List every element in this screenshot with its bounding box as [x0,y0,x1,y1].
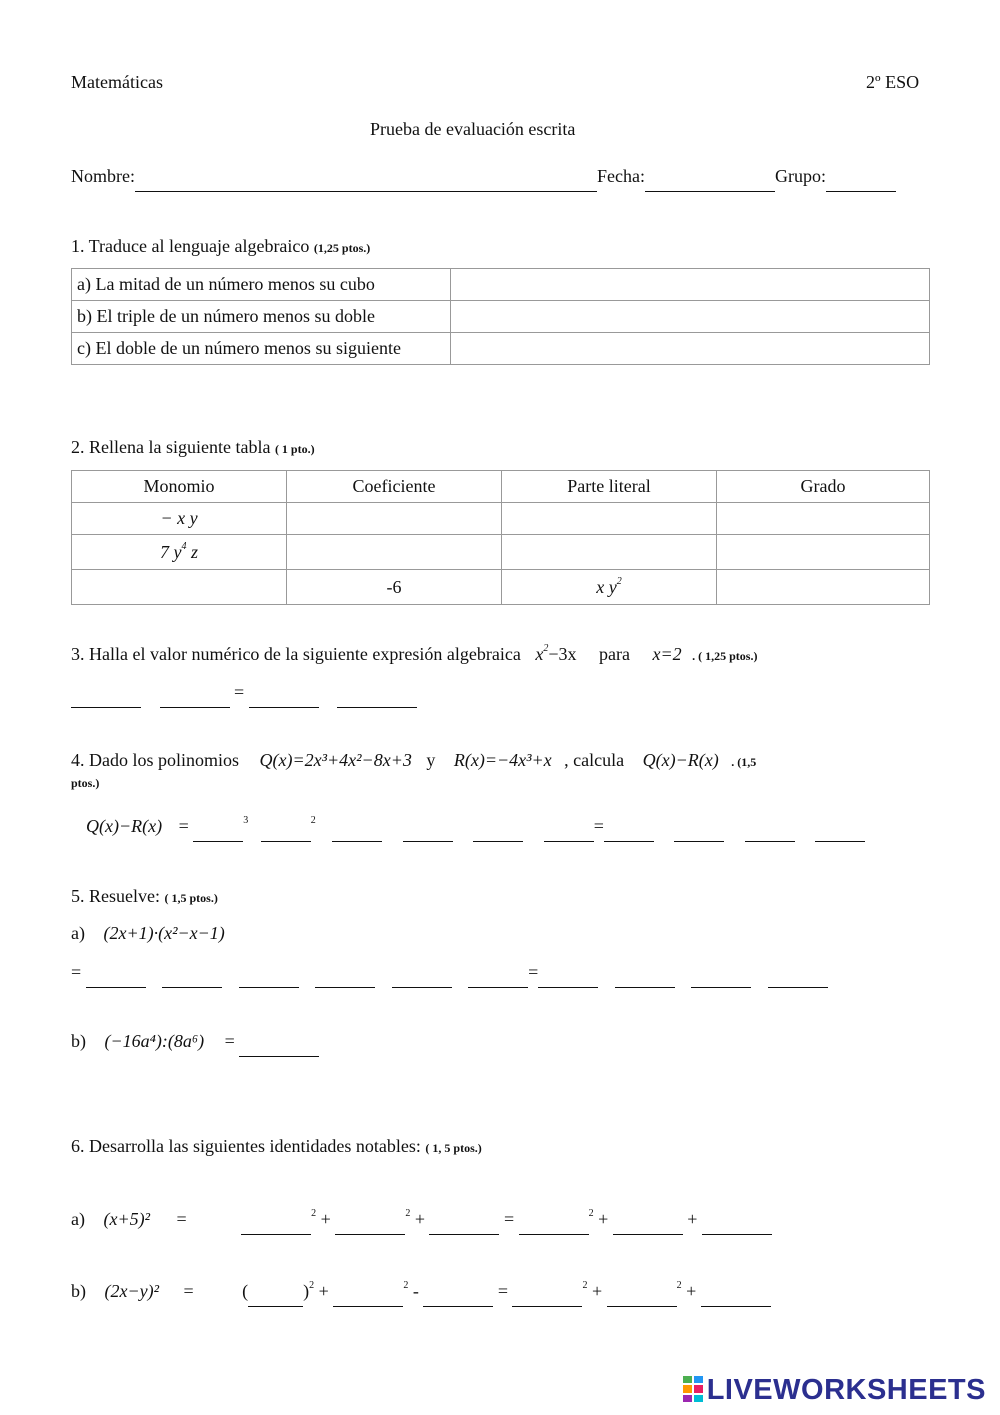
q5a-blank-7[interactable] [538,969,598,988]
q2-heading-text: 2. Rellena la siguiente tabla [71,437,271,457]
q2-row2-tail: z [190,541,198,562]
q5a-blank-1[interactable] [86,969,146,988]
q3-answer-line [71,682,417,708]
q6b-minus: - [412,1281,419,1301]
q5a-blank-6[interactable] [468,969,528,988]
q5b-label: b) [71,1031,86,1051]
q2-row3-monomial-input[interactable] [77,572,285,602]
q5a-blank-10[interactable] [768,969,828,988]
q2-table [71,470,930,605]
q5a-row [71,923,225,944]
q1-table [71,268,930,365]
q2-col-coeficiente: Coeficiente [287,471,502,503]
q3-equals: = [234,682,245,702]
q2-row3-coef: -6 [287,570,502,605]
q2-row2-coef-input[interactable] [292,537,500,567]
q2-heading [71,437,315,458]
q1-points: (1,25 ptos.) [313,241,371,255]
table-row [72,301,930,333]
q2-row3-grade-cell [717,570,930,605]
q2-row1-coef-cell [287,503,502,535]
q4-blank-6[interactable] [544,823,594,842]
q5a-expression: (2x+1)·(x²−x−1) [103,923,225,943]
q4-line-lhs: Q(x)−R(x) [86,816,163,836]
q4-blank-1[interactable] [193,823,243,842]
q6a-expression: (x+5)² [103,1209,151,1229]
q2-row2-exp: 4 [181,540,187,552]
q4-blank-3[interactable] [332,823,382,842]
q6b-blank-1[interactable] [248,1288,303,1307]
q5a-label: a) [71,923,85,943]
date-field[interactable] [645,173,775,192]
subject-label: Matemáticas [71,72,163,92]
q4-blank-4[interactable] [403,823,453,842]
q2-row3-literal-base: x y [596,576,617,597]
q2-row1-literal-input[interactable] [507,504,715,534]
q3-value: x=2 [652,644,682,664]
q1-heading-text: 1. Traduce al lenguaje algebraico [71,236,310,256]
q5a-blank-8[interactable] [615,969,675,988]
q2-points: ( 1 pto.) [274,442,315,456]
q4-points-a: . (1,5 [731,755,757,769]
q6b-sq-1: 2 [309,1280,315,1291]
table-row [72,570,930,605]
q3-blank-4[interactable] [337,689,417,708]
q6a-blank-2[interactable] [335,1216,405,1235]
q6b-blank-3[interactable] [423,1288,493,1307]
q1-row-b-label: b) El triple de un número menos su doble [72,301,451,333]
q6b-blank-6[interactable] [701,1288,771,1307]
q6a-blank-4[interactable] [519,1216,589,1235]
q4-exp-3: 3 [243,815,249,826]
table-header-row [72,471,930,503]
q4-equals-1: = [178,816,189,836]
q4-heading-text: 4. Dado los polinomios [71,750,240,770]
table-row [72,503,930,535]
q4-calc: , calcula [564,750,625,770]
q3-expr-exp: 2 [543,643,549,654]
q4-q-definition: Q(x)=2x³+4x²−8x+3 [259,750,412,770]
q4-exp-2: 2 [310,815,316,826]
q3-expr-base: x [535,644,544,664]
q6a-sq-1: 2 [311,1208,317,1219]
q6b-sq-2: 2 [403,1280,409,1291]
q6-heading [71,1136,482,1157]
q3-blank-3[interactable] [249,689,319,708]
q5b-blank[interactable] [239,1038,319,1057]
q4-blank-9[interactable] [745,823,795,842]
q6b-blank-4[interactable] [512,1288,582,1307]
level-label: 2º ESO [866,72,920,92]
q3-heading-text: 3. Halla el valor numérico de la siguiente expresión algebraica [71,644,521,664]
table-row [72,333,930,365]
q4-equals-2: = [593,816,604,836]
q6a-plus-4: + [687,1209,698,1229]
q6b-equals-1: = [183,1281,194,1301]
q5a-answer-line [71,962,828,988]
q2-col-grado: Grado [717,471,930,503]
q6a-blank-3[interactable] [429,1216,499,1235]
q2-row1-coef-input[interactable] [292,504,500,534]
q6a-plus-3: + [598,1209,609,1229]
name-field[interactable] [135,173,597,192]
q6a-label: a) [71,1209,85,1229]
q2-row3-literal [502,570,717,605]
q2-row2-literal-cell [502,535,717,570]
q1-row-b-answer-cell [451,301,930,333]
q2-row1-literal-cell [502,503,717,535]
q6a-plus-2: + [414,1209,425,1229]
q5-heading [71,886,218,907]
q3-blank-2[interactable] [160,689,230,708]
liveworksheets-text: LIVEWORKSHEETS [706,1374,986,1406]
q1-row-a-answer-cell [451,269,930,301]
q3-points: . ( 1,25 ptos.) [692,649,758,663]
q2-col-monomio: Monomio [72,471,287,503]
q5-points: ( 1,5 ptos.) [164,891,218,905]
q6b-blank-5[interactable] [607,1288,677,1307]
q6a-equals-2: = [503,1209,515,1229]
q2-row1-monomial: − x y [72,503,287,535]
q4-blank-5[interactable] [473,823,523,842]
q5b-expression: (−16a⁴):(8a⁶) [104,1031,205,1051]
q2-row1-grade-input[interactable] [722,504,928,534]
q3-para: para [598,644,630,664]
q4-answer-line [86,816,865,842]
q6a-equals-1: = [176,1209,187,1229]
q6b-plus-1: + [318,1281,329,1301]
q2-row2-grade-cell [717,535,930,570]
q6b-blank-2[interactable] [333,1288,403,1307]
q6b-plus-3: + [686,1281,697,1301]
q3-heading [71,644,757,665]
q6b-plus-2: + [591,1281,603,1301]
q6b-sq-4: 2 [676,1280,682,1291]
q6b-expression: (2x−y)² [104,1281,160,1301]
q5a-equals-1: = [71,962,82,982]
q6b-lparen: ( [242,1281,249,1301]
q2-row3-literal-exp: 2 [616,575,622,587]
q3-expr-rest: −3x [548,644,577,664]
q5a-blank-2[interactable] [162,969,222,988]
q1-answer-c-input[interactable] [456,334,928,364]
q4-blank-8[interactable] [674,823,724,842]
table-row [72,535,930,570]
q4-and: y [426,750,436,770]
q2-row2-monomial [72,535,287,570]
q3-expression [535,644,576,664]
q4-blank-10[interactable] [815,823,865,842]
name-label: Nombre: [71,166,135,186]
q4-points-b: ptos.) [71,776,100,790]
table-row [72,269,930,301]
q5a-equals-2: = [528,962,539,982]
q2-row2-grade-input[interactable] [722,537,928,567]
q6-points: ( 1, 5 ptos.) [425,1141,482,1155]
q3-blank-1[interactable] [71,689,141,708]
q5a-blank-9[interactable] [691,969,751,988]
q4-heading [71,750,756,771]
q4-blank-7[interactable] [604,823,654,842]
q6a-sq-2: 2 [405,1208,411,1219]
q6-heading-text: 6. Desarrolla las siguientes identidades notables: [71,1136,421,1156]
q5-heading-text: 5. Resuelve: [71,886,160,906]
q5b-row [71,1031,319,1057]
q6a-row [71,1209,772,1235]
q1-row-c-label: c) El doble de un número menos su siguiente [72,333,451,365]
q5a-blank-5[interactable] [392,969,452,988]
q2-row2-literal-input[interactable] [507,537,715,567]
student-info-row [71,166,896,192]
q2-row2-base: 7 y [159,541,182,562]
page-title: Prueba de evaluación escrita [370,119,576,139]
q2-row2-coef-cell [287,535,502,570]
q6a-blank-1[interactable] [241,1216,311,1235]
q2-col-parte-literal: Parte literal [502,471,717,503]
q4-blank-2[interactable] [261,823,311,842]
q6b-equals-2: = [497,1281,508,1301]
q2-row3-monomial-cell [72,570,287,605]
q5a-blank-4[interactable] [315,969,375,988]
q2-row3-grade-input[interactable] [722,572,928,602]
q5b-equals: = [224,1031,235,1051]
q6a-blank-5[interactable] [613,1216,683,1235]
q6b-rparen: ) [303,1281,310,1301]
q1-answer-a-input[interactable] [456,270,928,300]
q6b-row [71,1281,771,1307]
liveworksheets-badge-icon [683,1376,703,1402]
q6b-sq-3: 2 [582,1280,588,1291]
q6a-plus-1: + [320,1209,331,1229]
group-field[interactable] [826,173,896,192]
liveworksheets-logo [683,1374,986,1407]
date-label: Fecha: [596,166,645,186]
q6a-blank-6[interactable] [702,1216,772,1235]
q6b-label: b) [71,1281,86,1301]
group-label: Grupo: [774,166,826,186]
q1-row-a-label: a) La mitad de un número menos su cubo [72,269,451,301]
q1-row-c-answer-cell [451,333,930,365]
q1-heading [71,236,370,257]
q4-target: Q(x)−R(x) [642,750,719,770]
q4-r-definition: R(x)=−4x³+x [453,750,552,770]
q1-answer-b-input[interactable] [456,302,928,332]
q5a-blank-3[interactable] [239,969,299,988]
q6a-sq-3: 2 [588,1208,594,1219]
q2-row1-grade-cell [717,503,930,535]
